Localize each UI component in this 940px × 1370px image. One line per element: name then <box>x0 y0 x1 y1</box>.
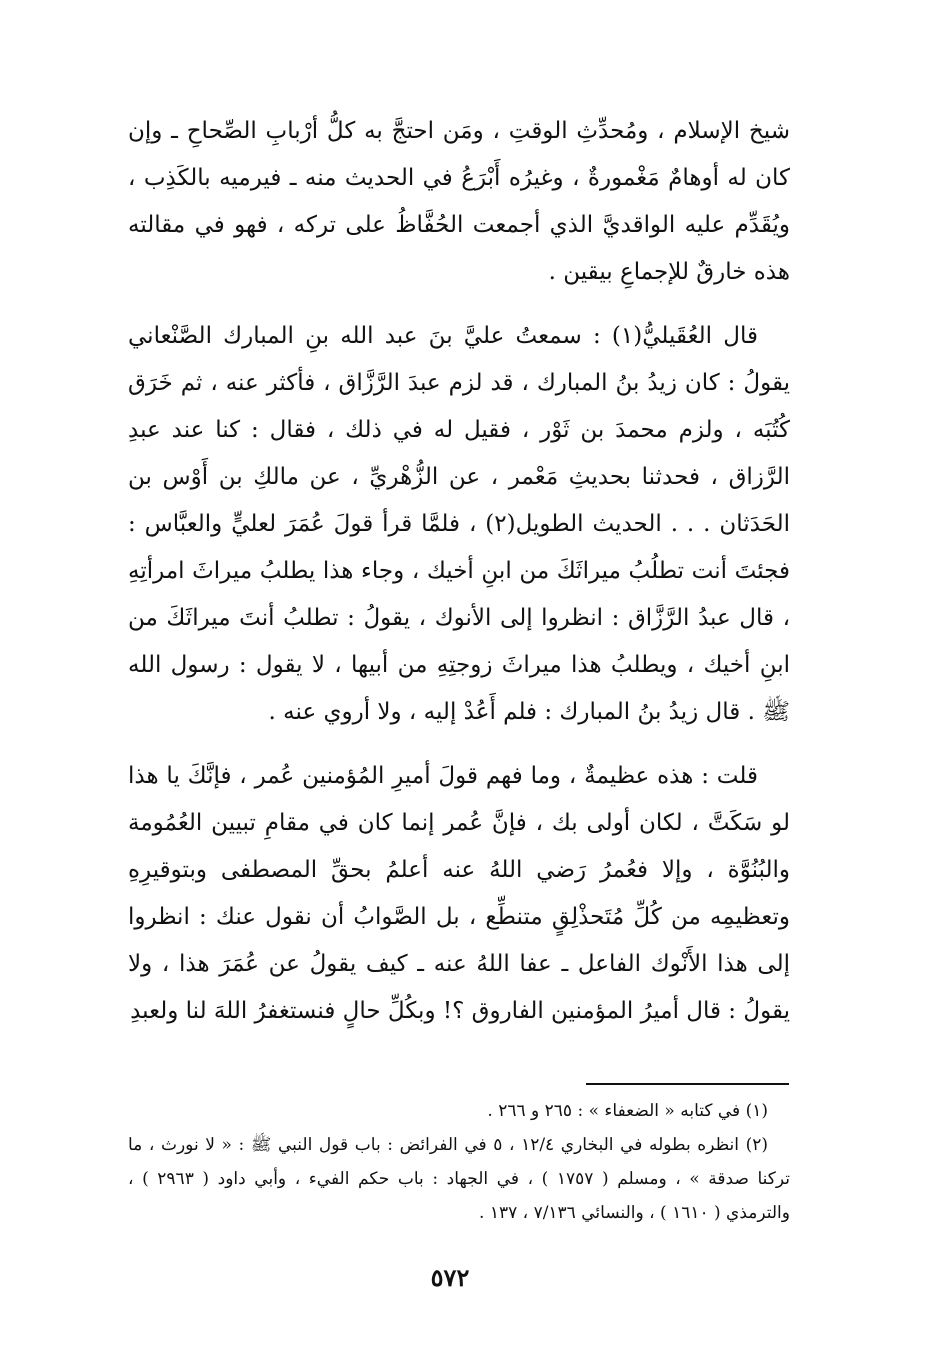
footnotes <box>128 1094 790 1230</box>
footnote-1: (١) في كتابه « الضعفاء » : ٢٦٥ و ٢٦٦ . <box>487 1101 768 1121</box>
main-text <box>128 108 790 1052</box>
paragraph-2: قال العُقَيليُّ(١) : سمعتُ عليَّ بنَ عبد الله بنِ المبارك الصَّنْعاني يقولُ : كان زيدُ بنُ المبارك ، قد لزم عبدَ الرَّزَّاق ، فأكثر عنه ، ثم خَرَق كُتُبَه ، ولزم محمدَ بن ثَوْر ، فقيل له في ذلك ، فقال : كنا عند عبدِ الرَّزاق ، فحدثنا بحديثِ مَعْمر ، عن الزُّهْريِّ ، عن مالكِ بن أَوْس بن الحَدَثان . . . الحديث الطويل(٢) ، فلمَّا قرأ قولَ عُمَرَ لعليٍّ والعبَّاس : فجئتَ أنت تطلُبُ ميراثَكَ من ابنِ أخيك ، وجاء هذا يطلبُ ميراثَ امرأتِهِ ، قال عبدُ الرَّزَّاق : انظروا إلى الأنوك ، يقولُ : تطلبُ أنتَ ميراثَكَ من ابنِ أخيك ، ويطلبُ هذا ميراثَ زوجتِهِ من أبيها ، لا يقول : رسول الله ﷺ . قال زيدُ بنُ المبارك : فلم أَعُدْ إليه ، ولا أروي عنه . <box>128 323 790 725</box>
footnote-2: (٢) انظره بطوله في البخاري ١٢/٤ ، ٥ في الفرائض : باب قول النبي ﷺ : « لا نورث ، ما تركنا صدقة » ، ومسلم ( ١٧٥٧ ) ، في الجهاد : باب حكم الفيء ، وأبي داود ( ٢٩٦٣ ) ، والترمذي ( ١٦١٠ ) ، والنسائي ٧/١٣٦ ، ١٣٧ . <box>128 1135 790 1223</box>
page-number: ٥٧٢ <box>430 1263 470 1292</box>
paragraph-1: شيخ الإسلام ، ومُحدِّثِ الوقتِ ، ومَن احتجَّ به كلُّ أرْبابِ الصِّحاحِ ـ وإن كان له أوهامٌ مَغْمورةٌ ، وغيرُه أَبْرَعُ في الحديث منه ـ فيرميه بالكَذِب ، ويُقَدِّم عليه الواقديَّ الذي أجمعت الحُفَّاظُ على تركه ، فهو في مقالته هذه خارقٌ للإجماعِ بيقين . <box>128 118 790 285</box>
paragraph-3: قلت : هذه عظيمةٌ ، وما فهم قولَ أميرِ المُؤمنين عُمر ، فإنَّكَ يا هذا لو سَكَتَّ ، لكان أولى بك ، فإنَّ عُمر إنما كان في مقامِ تبيين العُمُومة والبُنُوَّة ، وإلا فعُمرُ رَضي اللهُ عنه أعلمُ بحقِّ المصطفى وبتوقيرِهِ وتعظيمِه من كُلِّ مُتَحذْلِقٍ متنطِّع ، بل الصَّوابُ أن نقول عنك : انظروا إلى هذا الأَنْوك الفاعل ـ عفا اللهُ عنه ـ كيف يقولُ عن عُمَرَ هذا ، ولا يقولُ : قال أميرُ المؤمنين الفاروق ؟! وبكُلِّ حالٍ فنستغفرُ اللهَ لنا ولعبدِ <box>128 763 790 1024</box>
footnote-divider <box>586 1083 789 1085</box>
